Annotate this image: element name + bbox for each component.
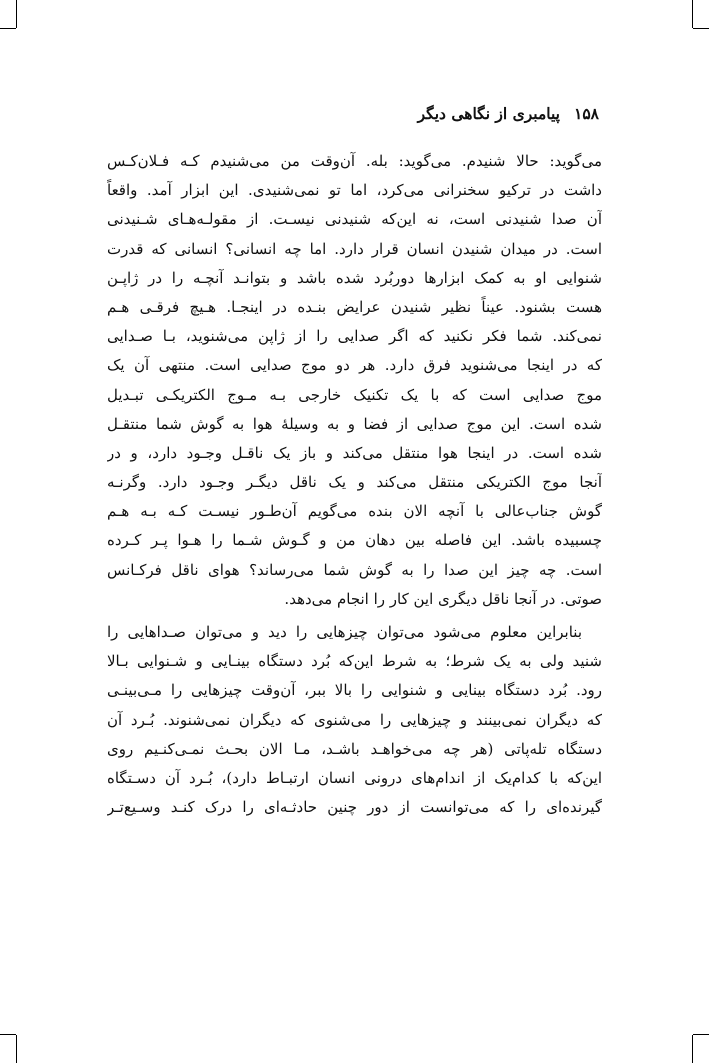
text-line: صوتی. در آنجا ناقل دیگری این کار را انجام می‌دهد. <box>284 589 602 608</box>
text-line: است. چه چیز این صدا را به گوش شما می‌رساند؟ هوای ناقل فرکـانس <box>107 560 602 579</box>
text-line: گوش جناب‌عالی با آنچه الان بنده می‌گویم آن‌طـور نیسـت کـه بـه هـم <box>107 502 602 521</box>
text-line: رود. بُرد دستگاه بینایی و شنوایی را بالا ببر، آن‌وقت چیزهایی را مـی‌بینـی <box>107 681 602 700</box>
crop-mark-top-left <box>0 28 16 29</box>
text-line: است. در میدان شنیدن انسان قرار دارد. اما چه انسانی؟ انسانی که قدرت <box>107 239 602 258</box>
text-line: این‌که با کدام‌یک از اندام‌های درونی انسان ارتبـاط دارد)، بُـرد آن دسـتگاه <box>107 768 602 787</box>
page-number: ۱۵۸ <box>574 104 599 123</box>
text-line: موج صدایی است که با یک تکنیک خارجی بـه مـوج الکتریکـی تبـدیل <box>107 385 602 404</box>
text-line: شده است. این موج صدایی از فضا و به وسیلهٔ هوا به گوش شما منتقـل <box>107 414 602 433</box>
page-body <box>107 147 602 822</box>
crop-mark-bottom-left <box>16 1035 17 1063</box>
text-line: گیرنده‌ای را که می‌توانست از دور چنین حادثـه‌ای را درک کنـد وسـیع‌تـر <box>107 798 602 817</box>
text-line: شنید ولی به یک شرط؛ به شرط این‌که بُرد دستگاه بینـایی و شـنوایی بـالا <box>107 652 602 671</box>
text-line: نمی‌کند. شما فکر نکنید که اگر صدایی را از ژاپن می‌شنوید، بـا صـدایی <box>107 327 602 346</box>
text-line: هست بشنود. عیناً نظیر شنیدن عرایض بنـده در اینجـا. هـیچ فرقـی هـم <box>107 297 602 316</box>
book-title: پیامبری از نگاهی دیگر <box>417 104 561 123</box>
running-header <box>418 104 599 123</box>
crop-mark-bottom-right <box>693 1034 709 1035</box>
text-line: چسبیده باشد. این فاصله بین دهان من و گـوش شـما را هـوا پـر کـرده <box>107 531 602 550</box>
crop-mark-top-right <box>692 0 693 28</box>
text-line: آن صدا شنیدنی است، نه این‌که شنیدنی نیسـت. از مقولـه‌هـای شـنیدنی <box>107 210 602 229</box>
text-line: که دیگران نمی‌بینند و چیزهایی را می‌شنوی که دیگران نمی‌شنوند. بُـرد آن <box>107 710 602 729</box>
text-line: که در اینجا می‌شنوید فرق دارد. هر دو موج صدایی است. منتهی آن یک <box>107 356 602 375</box>
paragraph <box>107 147 602 614</box>
text-line: دستگاه تله‌پاتی (هر چه می‌خواهـد باشـد، مـا الان بحـث نمـی‌کنـیم روی <box>107 739 602 758</box>
crop-mark-top-left <box>16 0 17 28</box>
text-line: آنجا موج الکتریکی منتقل می‌کند و یک ناقل دیگـر وجـود دارد. وگرنـه <box>107 473 602 492</box>
text-line: داشت در ترکیو سخنرانی می‌کرد، اما تو نمی‌شنیدی. این ابزار آمد. واقعاً <box>107 181 602 200</box>
text-line: می‌گوید: حالا شنیدم. می‌گوید: بله. آن‌وقت من می‌شنیدم کـه فـلان‌کـس <box>107 152 602 170</box>
crop-mark-top-right <box>693 28 709 29</box>
crop-mark-bottom-left <box>0 1034 16 1035</box>
text-line: شنوایی او به کمک ابزارها دوربُرد شده باشد و بتوانـد آنچـه را در ژاپـن <box>107 268 602 287</box>
text-line: شده است. در اینجا هوا منتقل می‌کند و باز یک ناقـل وجـود دارد، و در <box>107 443 602 462</box>
crop-mark-bottom-right <box>692 1035 693 1063</box>
text-line: بنابراین معلوم می‌شود می‌توان چیزهایی را دید و می‌توان صـداهایی را <box>107 623 582 641</box>
paragraph <box>107 618 602 822</box>
